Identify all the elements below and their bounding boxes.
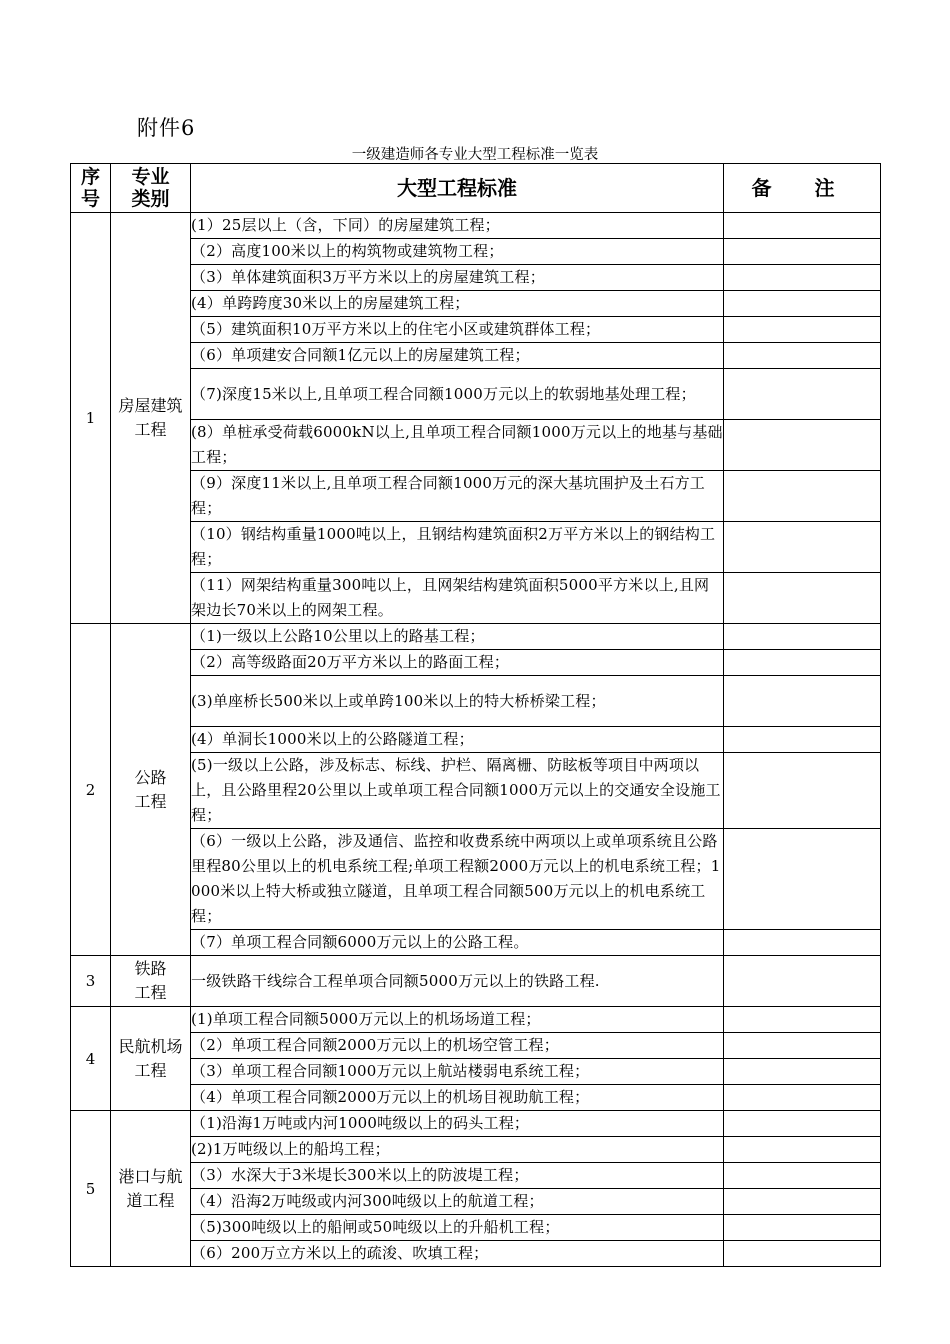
table-row	[71, 624, 881, 650]
row-seq: 3	[71, 956, 111, 1007]
header-note: 备 注	[724, 164, 881, 213]
table-body	[71, 213, 881, 1267]
note-cell	[724, 727, 881, 753]
note-cell	[724, 1033, 881, 1059]
header-standard: 大型工程标准	[191, 164, 724, 213]
table-row	[71, 1111, 881, 1137]
standard-item: （4）沿海2万吨级或内河300吨级以上的航道工程；	[191, 1189, 724, 1215]
table-row	[71, 1137, 881, 1163]
standard-item: （6）200万立方米以上的疏浚、吹填工程；	[191, 1241, 724, 1267]
row-category: 公路 工程	[111, 624, 191, 956]
row-category: 铁路 工程	[111, 956, 191, 1007]
table-title: 一级建造师各专业大型工程标准一览表	[351, 147, 599, 163]
note-cell	[724, 213, 881, 239]
attachment-label: 附件6	[137, 116, 196, 140]
standard-item: (1)单项工程合同额5000万元以上的机场场道工程；	[191, 1007, 724, 1033]
note-cell	[724, 1007, 881, 1033]
note-cell	[724, 624, 881, 650]
standard-item: （2）高等级路面20万平方米以上的路面工程；	[191, 650, 724, 676]
standards-table	[70, 163, 881, 1267]
table-row	[71, 1215, 881, 1241]
table-row	[71, 573, 881, 624]
table-row	[71, 956, 881, 1007]
note-cell	[724, 1111, 881, 1137]
note-cell	[724, 1189, 881, 1215]
standard-item: （7）单项工程合同额6000万元以上的公路工程。	[191, 930, 724, 956]
standard-item: （3）单体建筑面积3万平方米以上的房屋建筑工程；	[191, 265, 724, 291]
note-cell	[724, 471, 881, 522]
row-seq: 1	[71, 213, 111, 624]
table-row	[71, 1007, 881, 1033]
table-row	[71, 930, 881, 956]
standard-item: (4）单洞长1000米以上的公路隧道工程；	[191, 727, 724, 753]
note-cell	[724, 829, 881, 930]
note-cell	[724, 317, 881, 343]
note-cell	[724, 420, 881, 471]
row-category: 房屋建筑 工程	[111, 213, 191, 624]
table-row	[71, 522, 881, 573]
note-cell	[724, 573, 881, 624]
note-cell	[724, 650, 881, 676]
header-seq: 序 号	[71, 164, 111, 213]
standard-item: （3）单项工程合同额1000万元以上航站楼弱电系统工程；	[191, 1059, 724, 1085]
standard-item: （1)沿海1万吨或内河1000吨级以上的码头工程；	[191, 1111, 724, 1137]
standard-item: （5）建筑面积10万平方米以上的住宅小区或建筑群体工程；	[191, 317, 724, 343]
standard-item: （10）钢结构重量1000吨以上，且钢结构建筑面积2万平方米以上的钢结构工程；	[191, 522, 724, 573]
note-cell	[724, 239, 881, 265]
standard-item: (3)单座桥长500米以上或单跨100米以上的特大桥桥梁工程；	[191, 676, 724, 727]
note-cell	[724, 291, 881, 317]
note-cell	[724, 676, 881, 727]
note-cell	[724, 753, 881, 829]
table-row	[71, 727, 881, 753]
table-row	[71, 676, 881, 727]
table-row	[71, 471, 881, 522]
table-row	[71, 369, 881, 420]
table-row	[71, 1189, 881, 1215]
note-cell	[724, 930, 881, 956]
standard-item: (8）单桩承受荷载6000kN以上,且单项工程合同额1000万元以上的地基与基础工程；	[191, 420, 724, 471]
table-row	[71, 343, 881, 369]
standard-item: (2)1万吨级以上的船坞工程；	[191, 1137, 724, 1163]
row-seq: 2	[71, 624, 111, 956]
standard-item: (5)一级以上公路，涉及标志、标线、护栏、隔离栅、防眩板等项目中两项以上，且公路里程20公里以上或单项工程合同额1000万元以上的交通安全设施工程；	[191, 753, 724, 829]
note-cell	[724, 265, 881, 291]
note-cell	[724, 343, 881, 369]
note-cell	[724, 1059, 881, 1085]
row-category: 港口与航道工程	[111, 1111, 191, 1267]
note-cell	[724, 1085, 881, 1111]
standard-item: （6）一级以上公路，涉及通信、监控和收费系统中两项以上或单项系统且公路里程80公里以上的机电系统工程;单项工程额2000万元以上的机电系统工程；1000米以上特大桥或独立隧道，且单项工程合同额500万元以上的机电系统工程；	[191, 829, 724, 930]
table-row	[71, 317, 881, 343]
table-row	[71, 1059, 881, 1085]
standard-item: (1）25层以上（含，下同）的房屋建筑工程；	[191, 213, 724, 239]
row-seq: 4	[71, 1007, 111, 1111]
table-row	[71, 1085, 881, 1111]
table-row	[71, 1241, 881, 1267]
note-cell	[724, 369, 881, 420]
standard-item: （6）单项建安合同额1亿元以上的房屋建筑工程；	[191, 343, 724, 369]
table-row	[71, 650, 881, 676]
note-cell	[724, 956, 881, 1007]
row-seq: 5	[71, 1111, 111, 1267]
standard-item: (4）单跨跨度30米以上的房屋建筑工程；	[191, 291, 724, 317]
table-row	[71, 753, 881, 829]
table-row	[71, 213, 881, 239]
standard-item: （3）水深大于3米堤长300米以上的防波堤工程；	[191, 1163, 724, 1189]
note-cell	[724, 522, 881, 573]
standard-item: （2）单项工程合同额2000万元以上的机场空管工程；	[191, 1033, 724, 1059]
standard-item: （2）高度100米以上的构筑物或建筑物工程；	[191, 239, 724, 265]
standard-item: （9）深度11米以上,且单项工程合同额1000万元的深大基坑围护及土石方工程；	[191, 471, 724, 522]
table-row	[71, 291, 881, 317]
table-row	[71, 239, 881, 265]
note-cell	[724, 1241, 881, 1267]
header-category: 专业 类别	[111, 164, 191, 213]
note-cell	[724, 1137, 881, 1163]
table-row	[71, 265, 881, 291]
note-cell	[724, 1163, 881, 1189]
row-category: 民航机场 工程	[111, 1007, 191, 1111]
standard-item: （7)深度15米以上,且单项工程合同额1000万元以上的软弱地基处理工程；	[191, 369, 724, 420]
note-cell	[724, 1215, 881, 1241]
standard-item: （5)300吨级以上的船闸或50吨级以上的升船机工程；	[191, 1215, 724, 1241]
table-row	[71, 420, 881, 471]
standard-item: （1)一级以上公路10公里以上的路基工程；	[191, 624, 724, 650]
header-row	[71, 164, 881, 213]
table-row	[71, 1163, 881, 1189]
standard-item: （4）单项工程合同额2000万元以上的机场目视助航工程；	[191, 1085, 724, 1111]
standard-item: （11）网架结构重量300吨以上，且网架结构建筑面积5000平方米以上,且网架边长70米以上的网架工程。	[191, 573, 724, 624]
table-row	[71, 1033, 881, 1059]
standard-item: 一级铁路干线综合工程单项合同额5000万元以上的铁路工程.	[191, 956, 724, 1007]
table-row	[71, 829, 881, 930]
